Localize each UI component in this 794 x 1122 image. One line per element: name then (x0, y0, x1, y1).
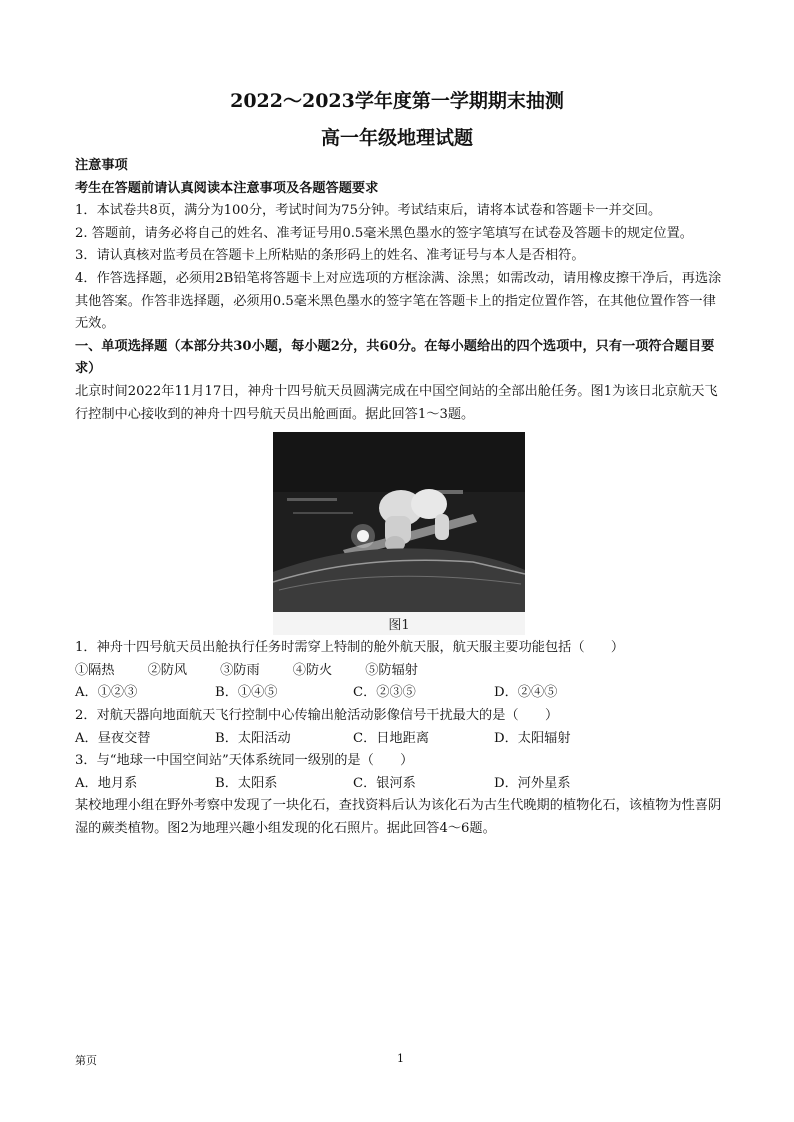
q2-option-d: D．太阳辐射 (494, 730, 571, 746)
question-1-items (75, 660, 723, 683)
q1-item-5: ⑤防辐射 (365, 662, 418, 678)
question-3-options (75, 773, 723, 796)
section1-heading: 一、单项选择题（本部分共30小题，每小题2分，共60分。在每小题给出的四个选项中，只有一项符合题目要求） (75, 338, 715, 377)
q3-option-d: D．河外星系 (494, 775, 571, 791)
intro-paragraph-2: 某校地理小组在野外考察中发现了一块化石，查找资料后认为该化石为古生代晚期的植物化石，该植物为性喜阴湿的蕨类植物。图2为地理兴趣小组发现的化石照片。据此回答4～6题。 (75, 798, 722, 836)
question-1-stem: 1．神舟十四号航天员出舱执行任务时需穿上特制的舱外航天服，航天服主要功能包括（ ） (75, 640, 625, 656)
q3-option-b: B．太阳系 (215, 775, 278, 791)
note-item-2: 2. 答题前，请务必将自己的姓名、准考证号用0.5毫米黑色墨水的签字笔填写在试卷及答题卡的规定位置。 (75, 225, 693, 241)
intro-paragraph-1: 北京时间2022年11月17日，神舟十四号航天员圆满完成在中国空间站的全部出舱任务。图1为该日北京航天飞行控制中心接收到的神舟十四号航天员出舱画面。据此回答1～3题。 (75, 383, 718, 422)
astronaut-photo-image (273, 432, 525, 635)
q1-option-b: B．①④⑤ (215, 685, 278, 701)
notes-heading: 注意事项 (75, 158, 128, 173)
question-2-stem: 2．对航天器向地面航天飞行控制中心传输出舱活动影像信号干扰最大的是（ ） (75, 707, 559, 723)
note-item-1: 1．本试卷共8页，满分为100分，考试时间为75分钟。考试结束后，请将本试卷和答题卡一并交回。 (75, 203, 662, 219)
exam-content (75, 155, 723, 840)
q3-option-c: C．银河系 (353, 775, 416, 791)
q3-option-a: A．地月系 (75, 775, 138, 791)
question-1-options (75, 682, 723, 705)
q1-item-1: ①隔热 (75, 662, 115, 678)
figure-1-astronaut-photo (273, 432, 525, 635)
question-2-options (75, 728, 723, 751)
q1-option-a: A．①②③ (75, 685, 138, 701)
q1-option-c: C．②③⑤ (353, 685, 416, 701)
notes-subheading: 考生在答题前请认真阅读本注意事项及各题答题要求 (75, 180, 379, 196)
page-number: 1 (397, 1052, 404, 1065)
q2-option-c: C．日地距离 (353, 730, 430, 746)
figure-1-caption: 图1 (388, 618, 410, 634)
q2-option-a: A．昼夜交替 (75, 730, 151, 746)
note-item-4: 4．作答选择题，必须用2B铅笔将答题卡上对应选项的方框涂满、涂黑；如需改动，请用橡皮擦干净后，再选涂其他答案。作答非选择题，必须用0.5毫米黑色墨水的签字笔在答题卡上的指定位置作答，在其他位置作答一律无效。 (75, 270, 722, 332)
footer-label: 第页 (75, 1054, 97, 1067)
q1-item-4: ④防火 (292, 662, 333, 678)
q1-option-d: D．②④⑤ (494, 685, 558, 701)
q1-item-3: ③防雨 (220, 662, 260, 678)
exam-subtitle: 高一年级地理试题 (320, 127, 473, 149)
exam-title: 2022～2023学年度第一学期期末抽测 (230, 90, 564, 112)
q1-item-2: ②防风 (147, 662, 188, 678)
note-item-3: 3．请认真核对监考员在答题卡上所粘贴的条形码上的姓名、准考证号与本人是否相符。 (75, 248, 585, 264)
question-3-stem: 3．与“地球一中国空间站”天体系统同一级别的是（ ） (75, 753, 414, 769)
q2-option-b: B．太阳活动 (215, 730, 291, 746)
